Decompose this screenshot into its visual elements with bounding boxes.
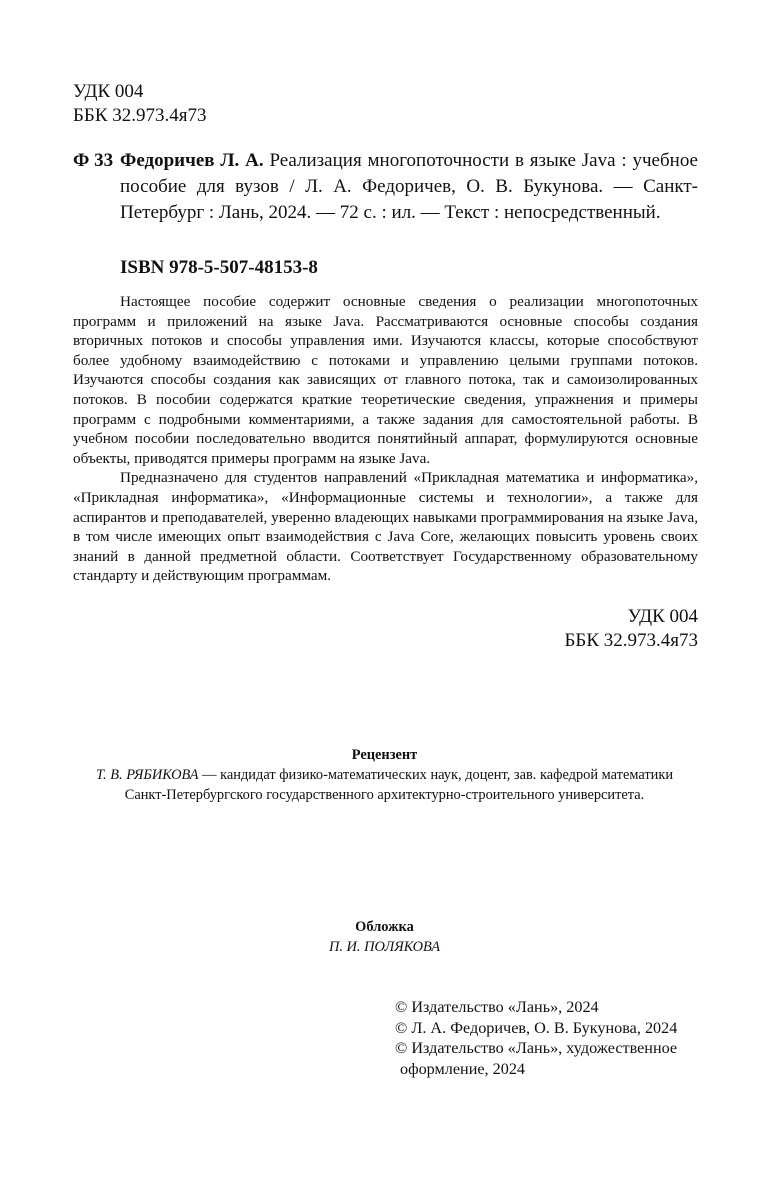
cover-designer: П. И. ПОЛЯКОВА <box>328 939 441 955</box>
bbk-code-bottom: ББК 32.973.4я73 <box>564 630 698 651</box>
reviewer-credentials-2: Санкт-Петербургского государственного архитектурно-строительного университета. <box>124 787 645 803</box>
reviewer-line-1 <box>0 765 769 785</box>
isbn: ISBN 978-5-507-48153-8 <box>120 257 318 278</box>
bbk-code: ББК 32.973.4я73 <box>73 105 207 126</box>
classification-bottom <box>565 605 698 653</box>
reviewer-block <box>0 745 769 805</box>
copyright-block <box>395 997 677 1079</box>
cover-label: Обложка <box>355 919 414 935</box>
reviewer-label: Рецензент <box>351 747 418 763</box>
udk-code-bottom: УДК 004 <box>627 606 698 627</box>
bibliographic-description <box>120 148 698 226</box>
reviewer-name: Т. В. РЯБИКОВА <box>95 767 199 783</box>
title-description: Реализация многопоточности в языке Java : учебное пособие для вузов / Л. А. Федоричев, О. В. Букунова. — Санкт-Петербург : Лань, 2024. — 72 с. : ил. — Текст : непосредственный. <box>120 150 698 223</box>
annotation <box>73 292 698 586</box>
copyright-line-3: © Издательство «Лань», художественное <box>395 1039 678 1057</box>
copyright-line-4: оформление, 2024 <box>400 1059 526 1078</box>
udk-code: УДК 004 <box>73 81 144 102</box>
annotation-paragraph-2: Предназначено для студентов направлений «Прикладная математика и информатика», «Прикладная информатика», «Информационные системы и технологии», а также для аспирантов и преподавателей, уверенно владеющих навыками программирования на языке Java, в том числе имеющих опыт взаимодействия с Java Core, желающих повысить уровень своих знаний в данной предметной области. Соответствует Государственному образовательному стандарту и действующим программам. <box>73 469 698 585</box>
cover-block <box>0 917 769 957</box>
classification-top <box>73 80 206 128</box>
author-sign: Ф 33 <box>73 150 114 171</box>
author-name: Федоричев Л. А. <box>120 150 264 171</box>
bibliographic-entry <box>73 148 698 226</box>
annotation-paragraph-1: Настоящее пособие содержит основные сведения о реализации многопоточных программ и приложений на языке Java. Рассматриваются основные способы создания вторичных потоков и способы управления ими. Изучаются классы, которые способствуют более удобному взаимодействию с потоками и управлению целыми группами потоков. Изучаются способы создания как зависящих от главного потока, так и самоизолированных потоков. В пособии содержатся краткие теоретические сведения, упражнения и примеры программ с подробными комментариями, а также задания для самостоятельной работы. В учебном пособии последовательно вводится понятийный аппарат, формулируются основные объекты, приводятся примеры программ на языке Java. <box>73 293 698 467</box>
reviewer-credentials-1: — кандидат физико-математических наук, доцент, зав. кафедрой математики <box>198 767 674 783</box>
copyright-line-2: © Л. А. Федоричев, О. В. Букунова, 2024 <box>395 1018 678 1037</box>
copyright-line-1: © Издательство «Лань», 2024 <box>395 998 599 1016</box>
